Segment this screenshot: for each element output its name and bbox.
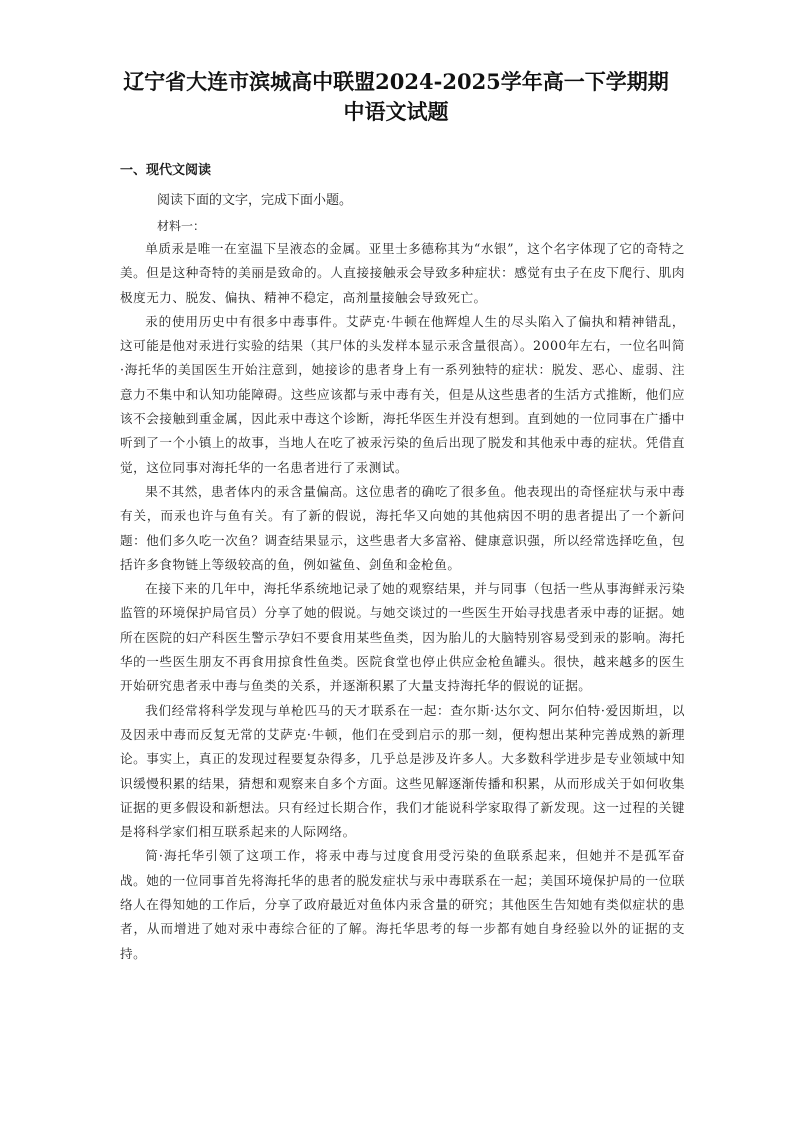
paragraph-4: 在接下来的几年中，海托华系统地记录了她的观察结果，并与同事（包括一些从事海鲜汞污染监管的环境保护局官员）分享了她的假说。与她交谈过的一些医生开始寻找患者汞中毒的证据。她所在医院的妇产科医生警示孕妇不要食用某些鱼类，因为胎儿的大脑特别容易受到汞的影响。海托华的一些医生朋友不再食用掠食性鱼类。医院食堂也停止供应金枪鱼罐头。很快，越来越多的医生开始研究患者汞中毒与鱼类的关系，并逐渐积累了大量支持海托华的假说的证据。 (120, 581, 685, 694)
paragraph-5: 我们经常将科学发现与单枪匹马的天才联系在一起：查尔斯·达尔文、阿尔伯特·爱因斯坦，以及因汞中毒而反复无常的艾萨克·牛顿，他们在受到启示的那一刻，便构想出某种完善成熟的新理论。事实上，真正的发现过程要复杂得多，几乎总是涉及许多人。大多数科学进步是专业领域中知识缓慢积累的结果，猜想和观察来自多个方面。这些见解逐渐传播和积累，从而形成关于如何收集证据的更多假设和新想法。只有经过长期合作，我们才能说科学家取得了新发现。这一过程的关键是将科学家们相互联系起来的人际网络。 (120, 702, 685, 840)
material-label: 材料一： (157, 219, 206, 233)
paragraph-1: 单质汞是唯一在室温下呈液态的金属。亚里士多德称其为“水银”，这个名字体现了它的奇特之美。但是这种奇特的美丽是致命的。人直接接触汞会导致多种症状：感觉有虫子在皮下爬行、肌肉极度无力、脱发、偏执、精神不稳定，高剂量接触会导致死亡。 (120, 241, 685, 305)
document-title-line2: 中语文试题 (343, 99, 449, 124)
passage-body (120, 237, 685, 966)
paragraph-2: 汞的使用历史中有很多中毒事件。艾萨克·牛顿在他辉煌人生的尽头陷入了偏执和精神错乱，这可能是他对汞进行实验的结果（其尸体的头发样本显示汞含量很高）。2000年左右，一位名叫简·海托华的美国医生开始注意到，她接诊的患者身上有一系列独特的症状：脱发、恶心、虚弱、注意力不集中和认知功能障碍。这些应该都与汞中毒有关，但是从这些患者的生活方式推断，他们应该不会接触到重金属，因此汞中毒这个诊断，海托华医生并没有想到。直到她的一位同事在广播中听到了一个小镇上的故事，当地人在吃了被汞污染的鱼后出现了脱发和其他汞中毒的症状。凭借直觉，这位同事对海托华的一名患者进行了汞测试。 (120, 313, 685, 475)
document-title-line1: 辽宁省大连市滨城高中联盟2024-2025学年高一下学期期 (123, 69, 669, 94)
reading-instruction: 阅读下面的文字，完成下面小题。 (157, 193, 353, 208)
paragraph-3: 果不其然，患者体内的汞含量偏高。这位患者的确吃了很多鱼。他表现出的奇怪症状与汞中毒有关，而汞也许与鱼有关。有了新的假说，海托华又向她的其他病因不明的患者提出了一个新问题：他们多久吃一次鱼？调查结果显示，这些患者大多富裕、健康意识强，所以经常选择吃鱼，包括许多食物链上等级较高的鱼，例如鲨鱼、剑鱼和金枪鱼。 (120, 483, 685, 572)
paragraph-6: 简·海托华引领了这项工作，将汞中毒与过度食用受污染的鱼联系起来，但她并不是孤军奋战。她的一位同事首先将海托华的患者的脱发症状与汞中毒联系在一起；美国环境保护局的一位联络人在得知她的工作后，分享了政府最近对鱼体内汞含量的研究；其他医生告知她有类似症状的患者，从而增进了她对汞中毒综合征的了解。海托华思考的每一步都有她自身经验以外的证据的支持。 (120, 848, 685, 961)
section-heading: 一、现代文阅读 (120, 163, 212, 178)
